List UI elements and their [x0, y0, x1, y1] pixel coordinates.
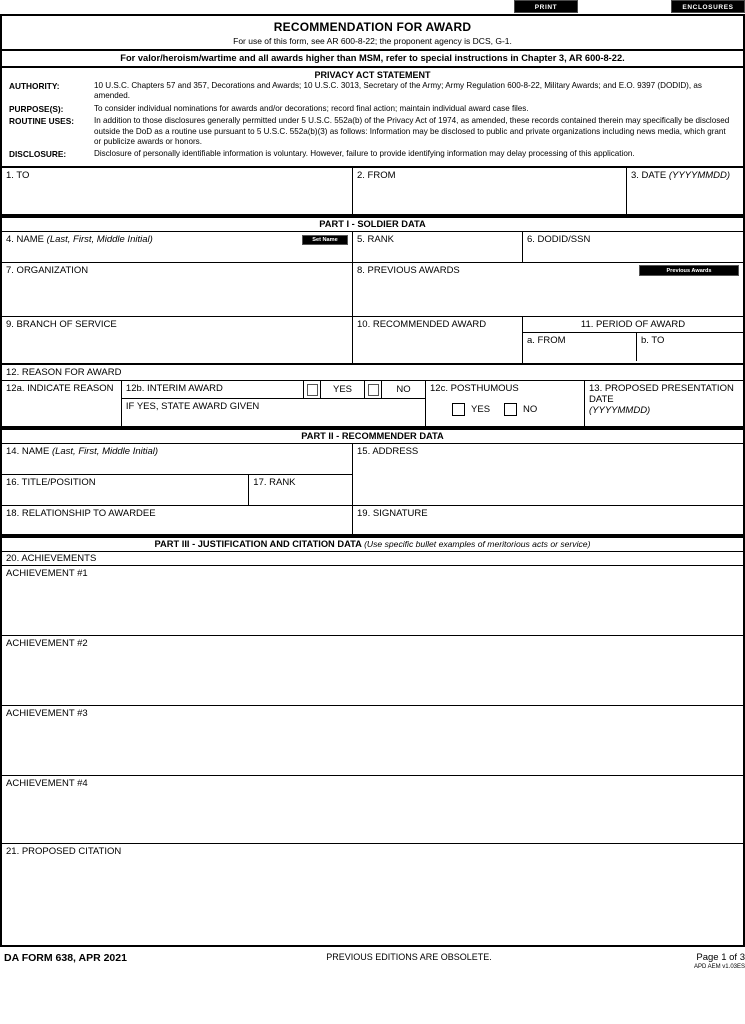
field-branch-of-service[interactable]	[2, 317, 353, 363]
part3-band	[2, 536, 743, 552]
achievement-1-label: ACHIEVEMENT #1	[6, 568, 88, 580]
field-title-position-label: 16. TITLE/POSITION	[6, 477, 96, 489]
achievement-3-label: ACHIEVEMENT #3	[6, 708, 88, 720]
field-recommender-address-label: 15. ADDRESS	[357, 446, 419, 458]
privacy-row-purposes	[2, 104, 743, 115]
posthumous-yes-checkbox[interactable]	[452, 403, 465, 416]
field-soldier-name-label: 4. NAME	[6, 234, 45, 246]
achievement-block-2[interactable]	[2, 636, 743, 706]
field-posthumous-label: 12c. POSTHUMOUS	[430, 383, 519, 395]
recommender-left-stack	[2, 444, 353, 505]
field-organization-label: 7. ORGANIZATION	[6, 265, 89, 277]
page-title: RECOMMENDATION FOR AWARD	[273, 20, 472, 34]
field-branch-of-service-label: 9. BRANCH OF SERVICE	[6, 319, 117, 331]
field-recommended-award-label: 10. RECOMMENDED AWARD	[357, 319, 487, 331]
interim-no-checkbox-cell[interactable]	[364, 381, 381, 398]
field-rank-label: 5. RANK	[357, 234, 394, 246]
footer-page-info	[585, 952, 745, 970]
posthumous-no-checkbox[interactable]	[504, 403, 517, 416]
field-recommender-rank-label: 17. RANK	[253, 477, 296, 489]
privacy-row-routine-uses	[2, 116, 743, 147]
privacy-row-disclosure	[2, 149, 743, 160]
field-organization[interactable]	[2, 263, 353, 316]
field-recommender-name[interactable]	[2, 444, 353, 475]
privacy-label-purposes: PURPOSE(S):	[9, 103, 64, 114]
recommender-bottom-row	[2, 506, 743, 536]
field-dodid-ssn-label: 6. DODID/SSN	[527, 234, 591, 246]
posthumous-yes-label: YES	[471, 404, 491, 416]
field-period-from-label: a. FROM	[527, 335, 566, 347]
field-recommended-award[interactable]	[353, 317, 523, 363]
field-date-hint: (YYYYMMDD)	[668, 170, 731, 182]
reason-for-award-label: 12. REASON FOR AWARD	[2, 365, 743, 381]
form-title-block	[2, 16, 743, 51]
top-action-bar	[0, 0, 745, 14]
achievement-block-3[interactable]	[2, 706, 743, 776]
period-of-award-label: 11. PERIOD OF AWARD	[523, 317, 743, 333]
da-form-638	[0, 14, 745, 947]
field-period-to[interactable]	[637, 333, 743, 361]
field-proposed-presentation-date-label: 13. PROPOSED PRESENTATION DATE	[589, 383, 734, 406]
achievement-4-label: ACHIEVEMENT #4	[6, 778, 88, 790]
field-previous-awards[interactable]	[353, 263, 743, 316]
part1-band: PART I - SOLDIER DATA	[2, 216, 743, 232]
privacy-act-statement	[2, 68, 743, 168]
field-dodid-ssn[interactable]	[523, 232, 743, 262]
interim-yes-checkbox-cell[interactable]	[303, 381, 320, 398]
field-rank[interactable]	[353, 232, 523, 262]
field-from-label: 2. FROM	[357, 170, 396, 182]
previous-awards-button[interactable]: Previous Awards	[639, 265, 739, 276]
field-proposed-presentation-date-hint: (YYYYMMDD)	[589, 405, 651, 417]
achievement-block-1[interactable]	[2, 566, 743, 636]
interim-yes-checkbox[interactable]	[307, 384, 318, 396]
field-soldier-name-hint: (Last, First, Middle Initial)	[46, 234, 153, 246]
field-if-yes-award-given[interactable]	[122, 399, 425, 414]
achievements-section-label: 20. ACHIEVEMENTS	[2, 552, 743, 566]
field-indicate-reason[interactable]	[2, 381, 122, 426]
posthumous-group	[426, 381, 585, 426]
field-interim-award-label: 12b. INTERIM AWARD	[125, 383, 223, 395]
proposed-citation-block[interactable]	[2, 844, 743, 945]
privacy-label-routine-uses: ROUTINE USES:	[9, 116, 74, 127]
privacy-text-purposes: To consider individual nominations for awards and/or decorations; record final action; maintain individual award case files.	[94, 103, 529, 113]
period-of-award-group	[523, 317, 743, 363]
part3-band-title: PART III - JUSTIFICATION AND CITATION DATA	[154, 539, 362, 550]
privacy-row-authority	[2, 81, 743, 102]
soldier-identity-row	[2, 232, 743, 263]
field-recommender-address[interactable]	[353, 444, 743, 505]
field-signature[interactable]	[353, 506, 743, 534]
reason-detail-row	[2, 381, 743, 428]
field-from[interactable]	[353, 168, 627, 214]
interim-award-group	[122, 381, 426, 426]
footer-page-number: Page 1 of 3	[696, 952, 745, 964]
interim-no-label: NO	[381, 381, 425, 398]
set-name-button[interactable]: Set Name	[302, 235, 348, 245]
field-recommender-name-hint: (Last, First, Middle Initial)	[51, 446, 159, 458]
field-to[interactable]	[2, 168, 353, 214]
form-subtitle: For use of this form, see AR 600-8-22; the proponent agency is DCS, G-1.	[233, 36, 512, 46]
footer-form-id: DA FORM 638, APR 2021	[4, 952, 127, 965]
privacy-text-authority: 10 U.S.C. Chapters 57 and 357, Decorations and Awards; 10 U.S.C. 3013, Secretary of the Army; Army Regulation 600-8-22, Military Awards; and E.O. 9397 (DODID), as amended.	[94, 81, 702, 101]
field-soldier-name[interactable]	[2, 232, 353, 262]
proposed-citation-label: 21. PROPOSED CITATION	[6, 846, 122, 858]
privacy-act-title: PRIVACY ACT STATEMENT	[314, 70, 431, 80]
privacy-text-disclosure: Disclosure of personally identifiable information is voluntary. However, failure to provide identifying information may delay processing of this application.	[94, 149, 635, 159]
field-relationship-to-awardee[interactable]	[2, 506, 353, 534]
valor-notice: For valor/heroism/wartime and all awards higher than MSM, refer to special instructions in Chapter 3, AR 600-8-22.	[2, 51, 743, 68]
footer-obsolete-note: PREVIOUS EDITIONS ARE OBSOLETE.	[326, 952, 492, 963]
form-footer	[0, 947, 745, 981]
field-previous-awards-label: 8. PREVIOUS AWARDS	[357, 265, 460, 277]
field-date[interactable]	[627, 168, 743, 214]
enclosures-button[interactable]: ENCLOSURES	[671, 0, 745, 13]
part3-band-note: (Use specific bullet examples of meritorious acts or service)	[364, 539, 591, 550]
award-detail-row	[2, 317, 743, 365]
field-proposed-presentation-date[interactable]	[585, 381, 743, 426]
field-period-to-label: b. TO	[641, 335, 665, 347]
field-relationship-to-awardee-label: 18. RELATIONSHIP TO AWARDEE	[6, 508, 156, 520]
field-to-label: 1. TO	[6, 170, 30, 182]
recommender-top-row	[2, 444, 743, 506]
interim-no-checkbox[interactable]	[368, 384, 379, 396]
achievement-2-label: ACHIEVEMENT #2	[6, 638, 88, 650]
field-signature-label: 19. SIGNATURE	[357, 508, 428, 520]
field-indicate-reason-label: 12a. INDICATE REASON	[6, 383, 114, 395]
field-recommender-rank[interactable]	[249, 475, 352, 506]
field-title-position[interactable]	[2, 475, 249, 506]
privacy-label-disclosure: DISCLOSURE:	[9, 149, 67, 160]
print-button[interactable]: PRINT	[514, 0, 578, 13]
field-recommender-name-label: 14. NAME	[6, 446, 50, 458]
achievement-block-4[interactable]	[2, 776, 743, 844]
routing-row	[2, 168, 743, 216]
footer-apd-version: APD AEM v1.03ES	[693, 964, 745, 971]
part2-band: PART II - RECOMMENDER DATA	[2, 428, 743, 444]
organization-row	[2, 263, 743, 317]
field-if-yes-award-given-label: IF YES, STATE AWARD GIVEN	[125, 401, 260, 413]
field-period-from[interactable]	[523, 333, 637, 361]
field-date-label: 3. DATE	[631, 170, 667, 182]
privacy-label-authority: AUTHORITY:	[9, 81, 60, 91]
posthumous-no-label: NO	[523, 404, 538, 416]
privacy-text-routine-uses: In addition to those disclosures generally permitted under 5 U.S.C. 552a(b) of the Privacy Act of 1974, as amended, these records contained therein may specifically be disclosed outside the DoD as a routine use pursuant to 5 U.S.C. 552a(b)(3) as follows: Information may be disclosed to public and private organizations including news media, which grant or publicize awards or honors.	[94, 116, 730, 147]
interim-yes-label: YES	[320, 381, 364, 398]
